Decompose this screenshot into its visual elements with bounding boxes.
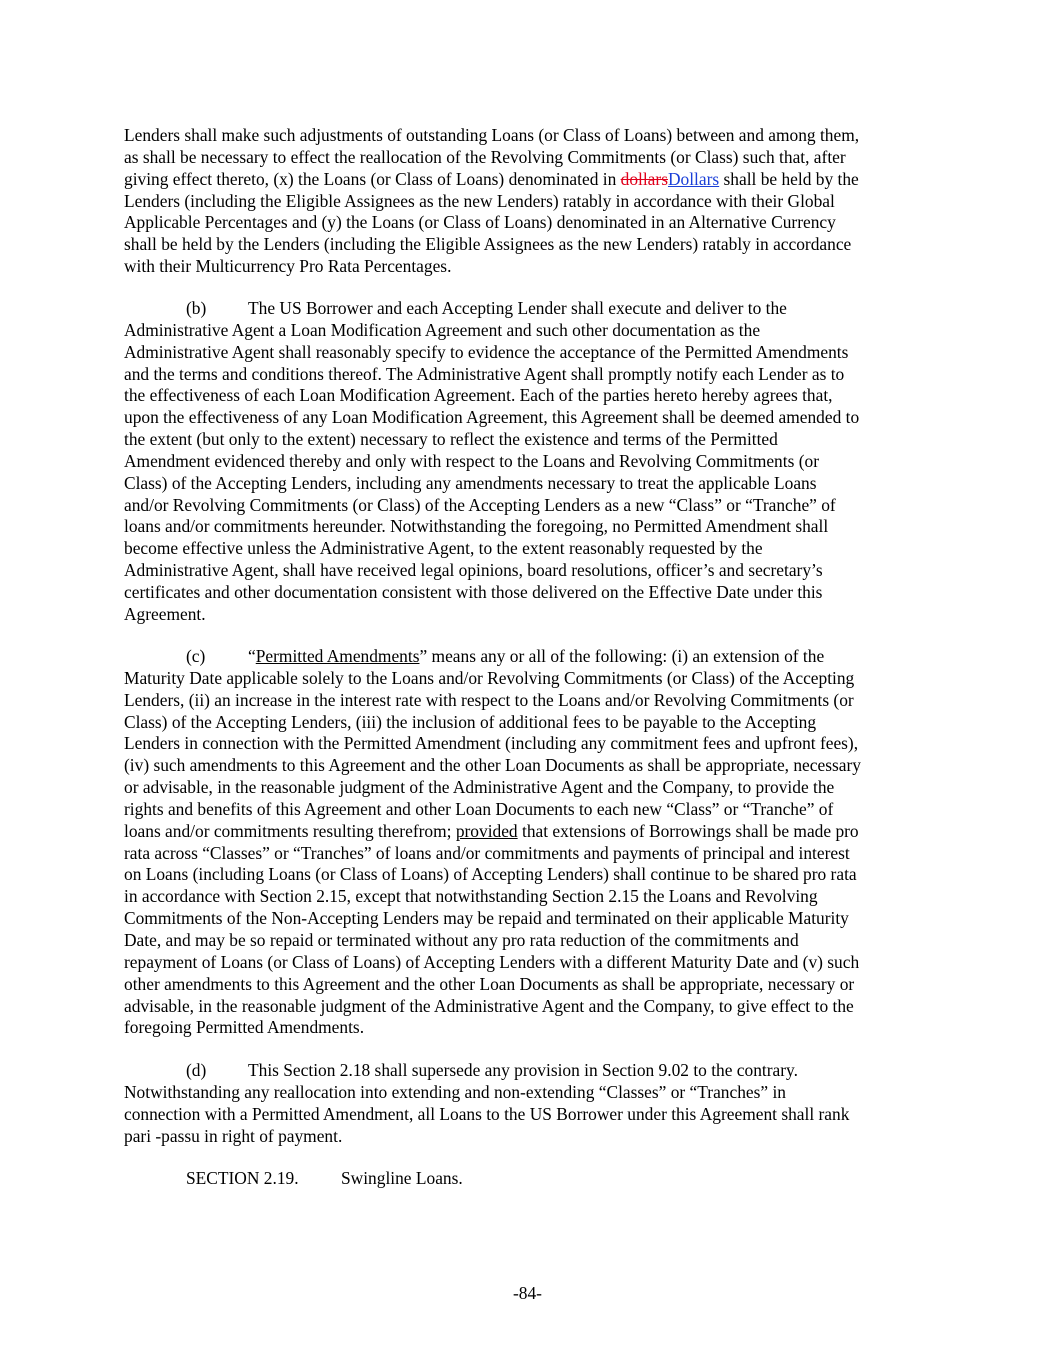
- text-line: Administrative Agent, shall have received legal opinions, board resolutions, officer’s and secretary’s: [124, 560, 823, 581]
- text-line: rights and benefits of this Agreement and other Loan Documents to each new “Class” or “Tranche” of: [124, 798, 834, 819]
- text-line: with their Multicurrency Pro Rata Percentages.: [124, 256, 452, 277]
- text-line: pari -passu in right of payment.: [124, 1125, 343, 1146]
- paragraph-number: (d): [186, 1060, 207, 1080]
- paragraph-a-continuation: [124, 125, 934, 278]
- section-number: SECTION 2.19.: [186, 1168, 299, 1188]
- text-line: shall be held by the Lenders (including the Eligible Assignees as the new Lenders) ratably in accordance: [124, 234, 852, 255]
- text-line: Class) of the Accepting Lenders, including any amendments necessary to treat the applicable Loans: [124, 472, 817, 493]
- text-line: upon the effectiveness of any Loan Modification Agreement, this Agreement shall be deemed amended to: [124, 407, 860, 428]
- text-line: Date, and may be so repaid or terminated without any pro rata reduction of the commitments and: [124, 929, 799, 950]
- text-line: Notwithstanding any reallocation into extending and non-extending “Classes” or “Tranches” in: [124, 1081, 786, 1102]
- text-line: repayment of Loans (or Class of Loans) of Accepting Lenders with a different Maturity Date and (v) such: [124, 951, 860, 972]
- text-line: the extent (but only to the extent) necessary to reflect the existence and terms of the Permitted: [124, 429, 778, 450]
- text-line: and the terms and conditions thereof. The Administrative Agent shall promptly notify each Lender as to: [124, 363, 845, 384]
- text-line: Commitments of the Non-Accepting Lenders may be repaid and terminated on their applicable Maturity: [124, 908, 849, 929]
- paragraph-number: (b): [186, 298, 207, 318]
- text-line: certificates and other documentation consistent with those delivered on the Effective Date under this: [124, 581, 823, 602]
- text-line: on Loans (including Loans (or Class of Loans) of Accepting Lenders) shall continue to be shared pro rata: [124, 864, 857, 885]
- text-line: (c) “Permitted Amendments” means any or all of the following: (i) an extension of the: [186, 646, 825, 666]
- underlined-term: provided: [455, 820, 518, 841]
- text-line: (b) The US Borrower and each Accepting Lender shall execute and deliver to the: [186, 298, 787, 318]
- inserted-text: Dollars: [667, 168, 720, 189]
- deleted-text: dollars: [620, 168, 668, 189]
- text-line: loans and/or commitments resulting therefrom; provided that extensions of Borrowings shall be made pro: [124, 820, 859, 841]
- text-line: the effectiveness of each Loan Modification Agreement. Each of the parties hereto hereby agrees that,: [124, 385, 833, 406]
- text-line: become effective unless the Administrative Agent, to the extent reasonably requested by the: [124, 538, 763, 559]
- text-line: other amendments to this Agreement and the other Loan Documents as shall be appropriate, necessary or: [124, 973, 855, 994]
- text-line: Lenders in connection with the Permitted Amendment (including any commitment fees and upfront fees),: [124, 733, 859, 754]
- text-line: Class) of the Accepting Lenders, (iii) the inclusion of additional fees to be payable to the Accepting: [124, 711, 817, 732]
- text-line: Agreement.: [124, 603, 206, 624]
- text-line: Applicable Percentages and (y) the Loans (or Class of Loans) denominated in an Alternative Currency: [124, 212, 836, 233]
- section-heading: [186, 1168, 463, 1190]
- page-number: -84-: [513, 1283, 542, 1303]
- text-line: foregoing Permitted Amendments.: [124, 1017, 365, 1038]
- text-line: rata across “Classes” or “Tranches” of loans and/or commitments and payments of principal and interest: [124, 842, 850, 863]
- text-line: as shall be necessary to effect the reallocation of the Revolving Commitments (or Class) such that, after: [124, 146, 846, 167]
- text-line: advisable, in the reasonable judgment of the Administrative Agent and the Company, to give effect to the: [124, 995, 854, 1016]
- defined-term: Permitted Amendments: [255, 646, 420, 666]
- text-line: Administrative Agent shall reasonably specify to evidence the acceptance of the Permitted Amendments: [124, 341, 849, 362]
- paragraph-b: [124, 298, 934, 626]
- text-line: Lenders shall make such adjustments of outstanding Loans (or Class of Loans) between and among them,: [124, 125, 860, 145]
- text-line: Amendment evidenced thereby and only with respect to the Loans and Revolving Commitments (or: [124, 450, 819, 471]
- text-line: connection with a Permitted Amendment, all Loans to the US Borrower under this Agreement shall rank: [124, 1103, 850, 1124]
- paragraph-number: (c): [186, 646, 206, 666]
- paragraph-c: [124, 646, 934, 1039]
- text-line: Lenders, (ii) an increase in the interest rate with respect to the Loans and/or Revolving Commitments (or: [124, 689, 854, 710]
- text-line: or advisable, in the reasonable judgment of the Administrative Agent and the Company, to provide the: [124, 777, 835, 798]
- text-line: loans and/or commitments hereunder. Notwithstanding the foregoing, no Permitted Amendment shall: [124, 516, 829, 537]
- text-line: Lenders (including the Eligible Assignees as the new Lenders) ratably in accordance with their Global: [124, 190, 835, 211]
- text-line-with-revision: giving effect thereto, (x) the Loans (or Class of Loans) denominated in dollarsDollars shall be held by the: [124, 168, 859, 189]
- text-line: in accordance with Section 2.15, except that notwithstanding Section 2.15 the Loans and Revolving: [124, 886, 818, 907]
- text-line: (d) This Section 2.18 shall supersede any provision in Section 9.02 to the contrary.: [186, 1060, 798, 1080]
- text-line: and/or Revolving Commitments (or Class) of the Accepting Lenders as a new “Class” or “Tranche” of: [124, 494, 836, 515]
- paragraph-d: [124, 1060, 934, 1147]
- text-line: Maturity Date applicable solely to the Loans and/or Revolving Commitments (or Class) of the Accepting: [124, 667, 855, 688]
- text-line: Administrative Agent a Loan Modification Agreement and such other documentation as the: [124, 319, 761, 340]
- section-title: Swingline Loans.: [341, 1168, 463, 1188]
- text-line: (iv) such amendments to this Agreement and the other Loan Documents as shall be appropriate, necessary: [124, 755, 861, 776]
